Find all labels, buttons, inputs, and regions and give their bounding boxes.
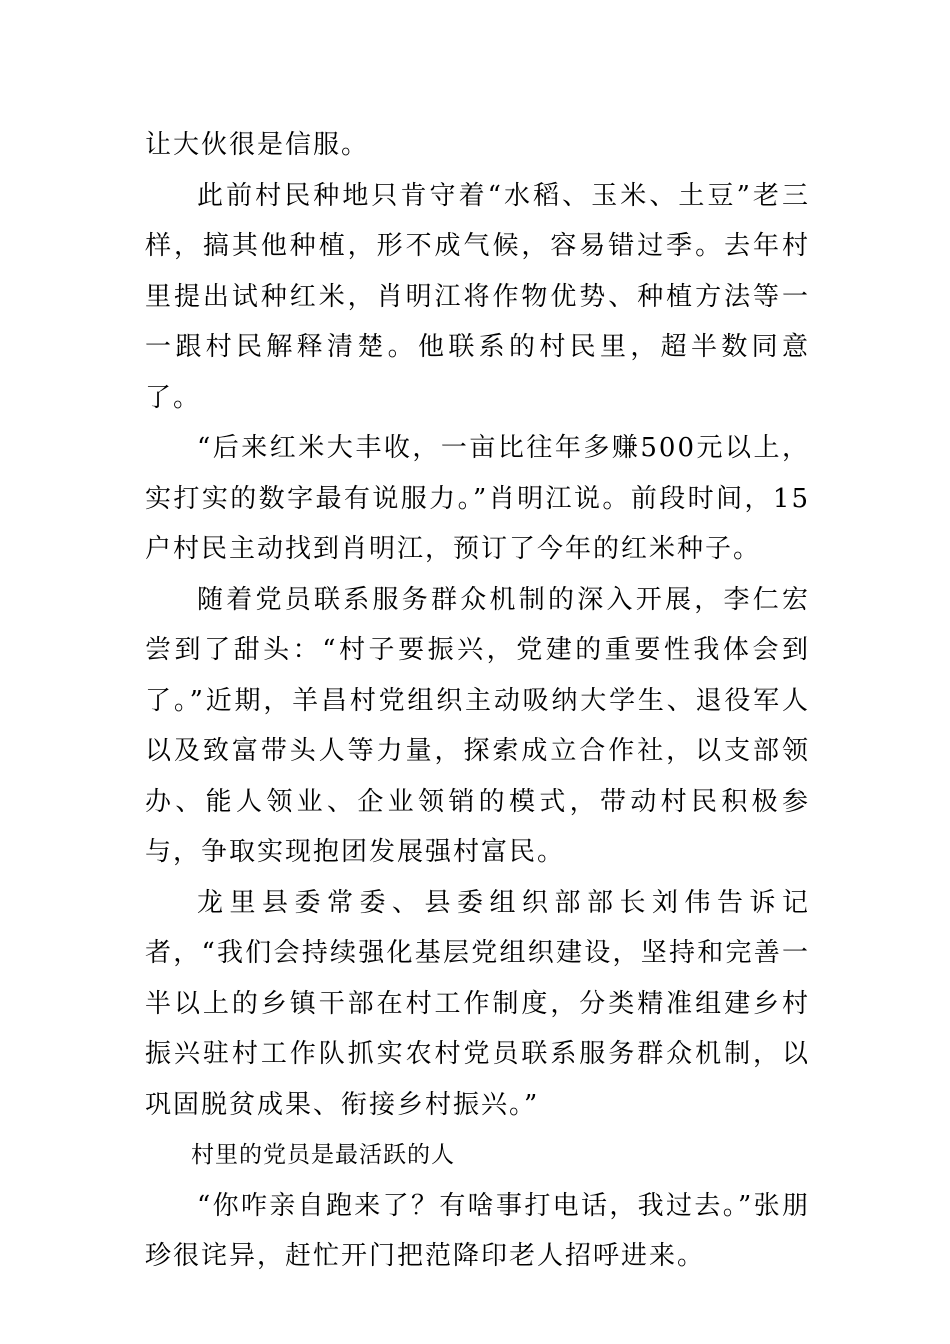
paragraph-party-mechanism: 随着党员联系服务群众机制的深入开展，李仁宏尝到了甜头：“村子要振兴，党建的重要性我体会到了。”近期，羊昌村党组织主动吸纳大学生、退役军人以及致富带头人等力量，探索成立合作社，以支部领办、能人领业、企业领销的模式，带动村民积极参与，争取实现抱团发展强村富民。 <box>145 584 810 867</box>
paragraph-county-official: 龙里县委常委、县委组织部部长刘伟告诉记者，“我们会持续强化基层党组织建设，坚持和完善一半以上的乡镇干部在村工作制度，分类精准组建乡村振兴驻村工作队抓实农村党员联系服务群众机制，以巩固脱贫成果、衔接乡村振兴。” <box>145 887 810 1120</box>
section-subheading: 村里的党员是最活跃的人 <box>191 1142 455 1168</box>
paragraph-zhang-pengzhen: “你咋亲自跑来了？有啥事打电话，我过去。”张朋珍很诧异，赶忙开门把范降印老人招呼进来。 <box>145 1190 810 1271</box>
document-page <box>145 120 810 1282</box>
paragraph-crop-history: 此前村民种地只肯守着“水稻、玉米、土豆”老三样，搞其他种植，形不成气候，容易错过季。去年村里提出试种红米，肖明江将作物优势、种植方法等一一跟村民解释清楚。他联系的村民里，超半数同意了。 <box>145 180 810 413</box>
paragraph-red-rice-harvest: “后来红米大丰收，一亩比往年多赚500元以上，实打实的数字最有说服力。”肖明江说。前段时间，15户村民主动找到肖明江，预订了今年的红米种子。 <box>145 433 810 564</box>
paragraph-continuation: 让大伙很是信服。 <box>145 130 370 160</box>
